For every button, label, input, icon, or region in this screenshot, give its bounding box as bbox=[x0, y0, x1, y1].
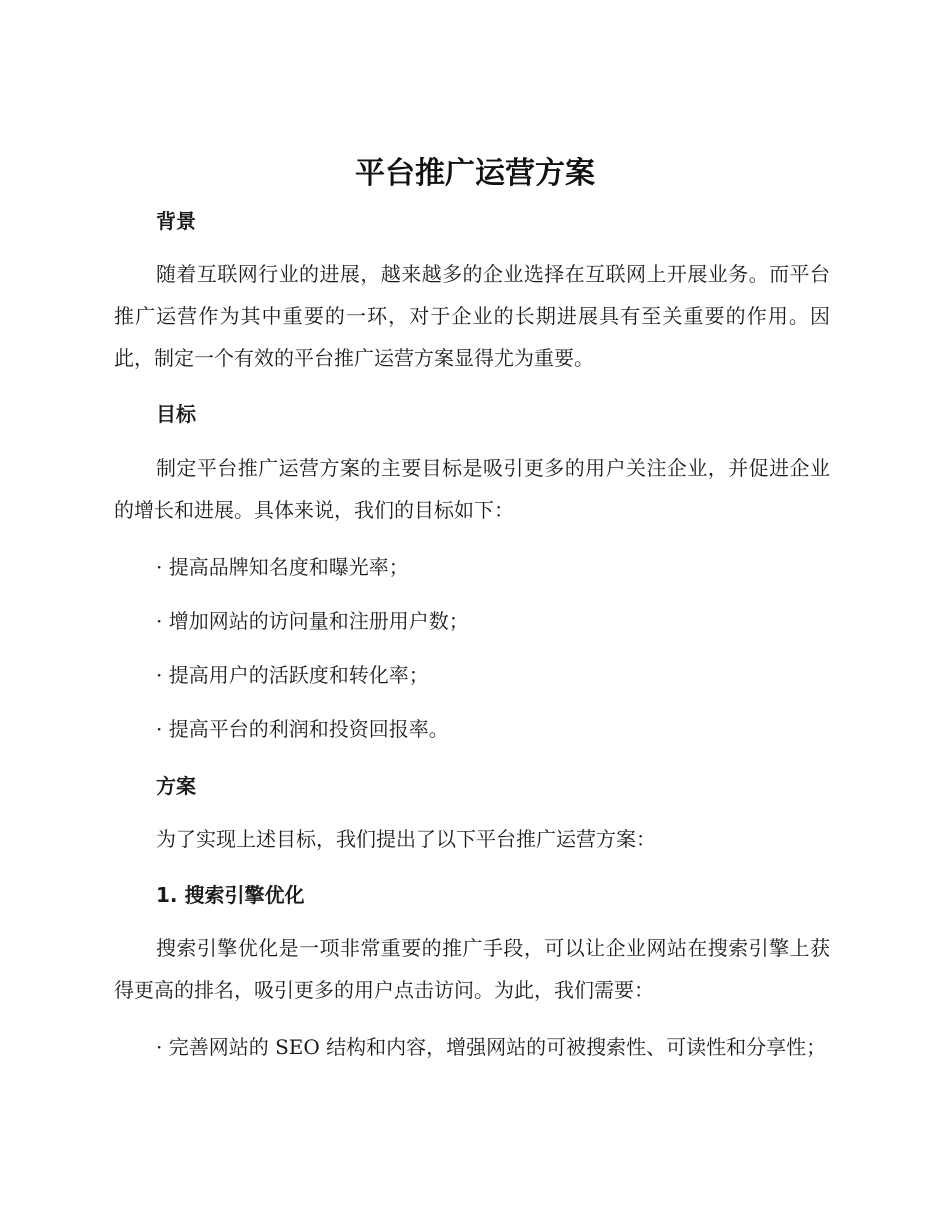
document-title: 平台推广运营方案 bbox=[355, 156, 595, 191]
subsection-heading-seo: 1. 搜索引擎优化 bbox=[156, 883, 305, 907]
goal-bullet-1: · 提高品牌知名度和曝光率； bbox=[156, 555, 409, 579]
goal-bullet-4: · 提高平台的利润和投资回报率。 bbox=[156, 717, 449, 741]
plan-paragraph: 为了实现上述目标，我们提出了以下平台推广运营方案： bbox=[156, 827, 656, 851]
goal-bullet-3: · 提高用户的活跃度和转化率； bbox=[156, 663, 429, 687]
seo-paragraph: 搜索引擎优化是一项非常重要的推广手段，可以让企业网站在搜索引擎上获得更高的排名，吸引更多的用户点击访问。为此，我们需要： bbox=[114, 936, 830, 1002]
background-paragraph: 随着互联网行业的进展，越来越多的企业选择在互联网上开展业务。而平台推广运营作为其中重要的一环，对于企业的长期进展具有至关重要的作用。因此，制定一个有效的平台推广运营方案显得尤为重要。 bbox=[114, 262, 830, 370]
goal-bullet-2: · 增加网站的访问量和注册用户数； bbox=[156, 609, 469, 633]
section-heading-plan: 方案 bbox=[156, 774, 196, 798]
section-heading-goal: 目标 bbox=[156, 402, 196, 426]
seo-bullet-1: · 完善网站的 SEO 结构和内容，增强网站的可被搜索性、可读性和分享性； bbox=[156, 1035, 827, 1059]
goal-paragraph: 制定平台推广运营方案的主要目标是吸引更多的用户关注企业，并促进企业的增长和进展。具体来说，我们的目标如下： bbox=[114, 456, 830, 522]
section-heading-background: 背景 bbox=[156, 209, 196, 233]
